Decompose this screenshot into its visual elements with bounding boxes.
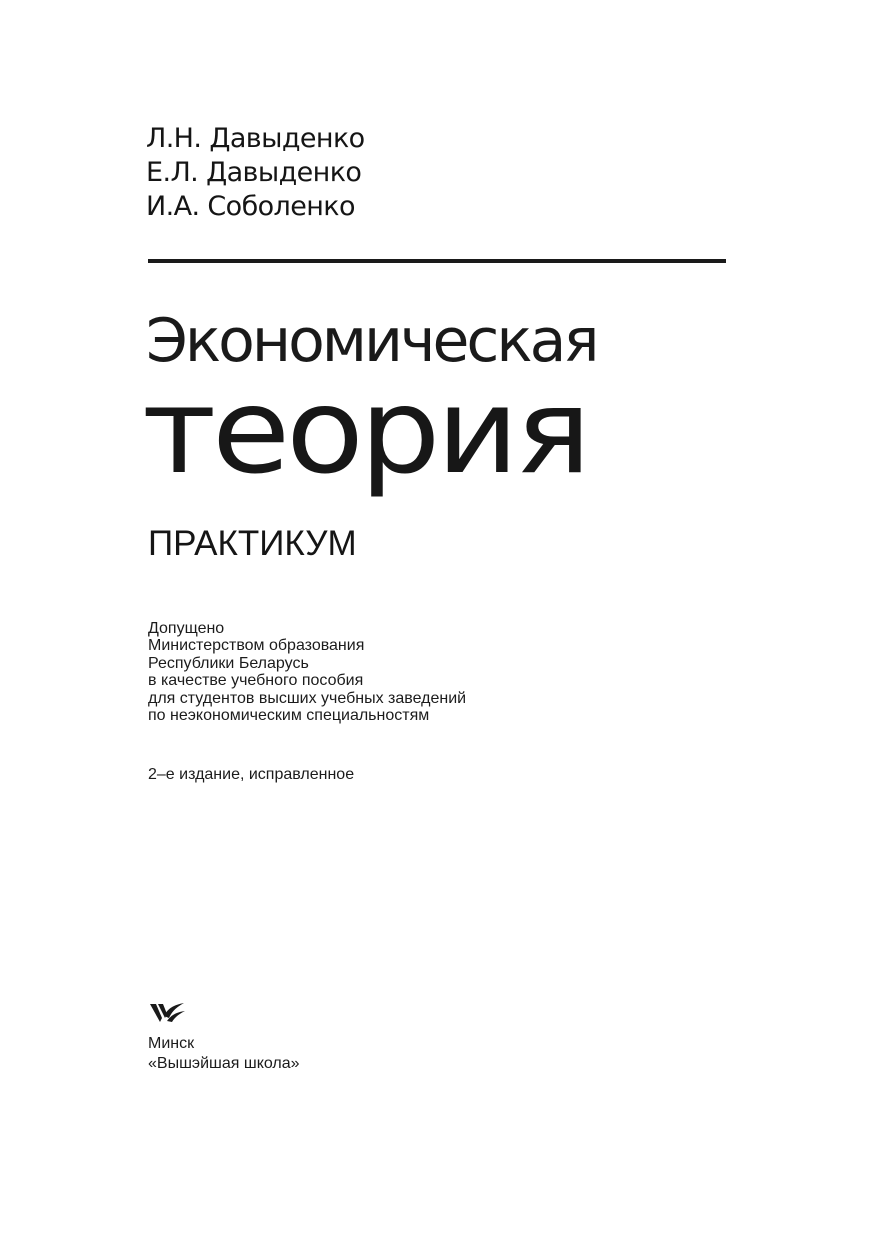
approval-notice — [148, 620, 466, 724]
approval-line: для студентов высших учебных заведений — [148, 689, 467, 707]
horizontal-rule — [148, 259, 726, 263]
publisher-logo-icon — [150, 1002, 186, 1024]
book-subtitle: ПРАКТИКУМ — [148, 524, 357, 563]
approval-line: по неэкономическим специальностям — [148, 707, 430, 725]
approval-line: Допущено — [148, 620, 225, 637]
publication-city: Минск — [148, 1035, 195, 1052]
author-name: И.А. Соболенко — [146, 191, 355, 222]
author-name: Е.Л. Давыденко — [146, 157, 362, 188]
author-name: Л.Н. Давыденко — [146, 123, 365, 154]
book-title-line-2: теория — [142, 362, 588, 500]
edition-note: 2–е издание, исправленное — [148, 766, 355, 783]
author-list — [146, 122, 365, 224]
approval-line: Республики Беларусь — [148, 654, 309, 672]
approval-line: Министерством образования — [148, 637, 365, 655]
approval-line: в качестве учебного пособия — [148, 672, 364, 690]
publisher-name: «Вышэйшая школа» — [148, 1055, 300, 1072]
book-title-line-1: Экономическая — [146, 306, 597, 376]
